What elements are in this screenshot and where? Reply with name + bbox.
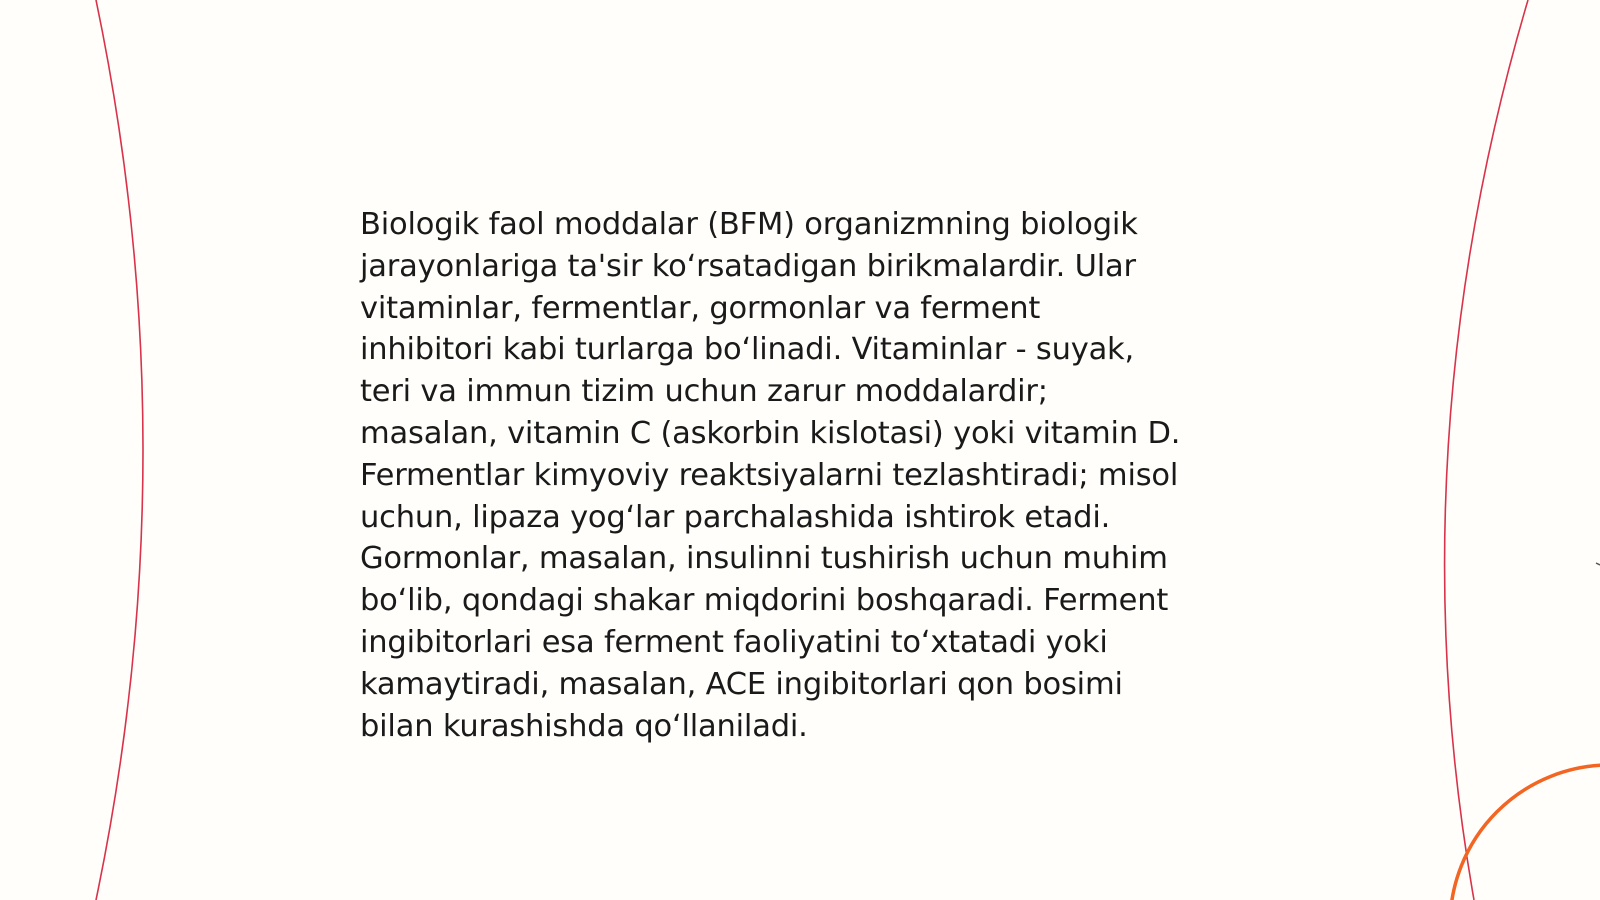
left-curve-line <box>96 0 143 900</box>
right-curve-line <box>1445 0 1528 900</box>
body-paragraph: Biologik faol moddalar (BFM) organizmning biologik jarayonlariga ta'sir ko‘rsatadigan birikmalardir. Ular vitaminlar, fermentlar, gormonlar va ferment inhibitori kabi turlarga bo‘linadi. Vitaminlar - suyak, teri va immun tizim uchun zarur moddalardir; masalan, vitamin C (askorbin kislotasi) yoki vitamin D. Fermentlar kimyoviy reaktsiyalarni tezlashtiradi; misol uchun, lipaza yog‘lar parchalashida ishtirok etadi. Gormonlar, masalan, insulinni tushirish uchun muhim bo‘lib, qondagi shakar miqdorini boshqaradi. Ferment ingibitorlari esa ferment faoliyatini to‘xtatadi yoki kamaytiradi, masalan, ACE ingibitorlari qon bosimi bilan kurashishda qo‘llaniladi. <box>360 207 1181 744</box>
small-tick-mark <box>1596 563 1600 565</box>
orange-circle-arc <box>1450 765 1600 900</box>
